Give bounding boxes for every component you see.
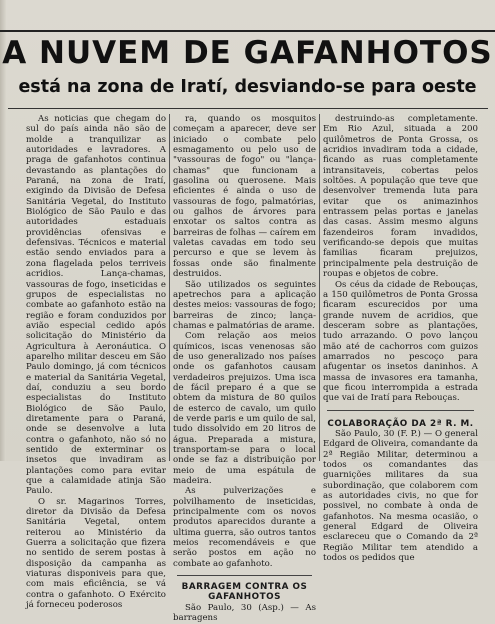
- section-heading: COLABORAÇÃO DA 2ª R. M.: [327, 418, 474, 429]
- top-rule: [0, 30, 495, 32]
- paragraph: São Paulo, 30 (Asp.) — As barragens: [173, 602, 316, 624]
- paragraph: São utilizados os seguintes apetrechos para a aplicação destes meios: vassouras de fogo; barreiras de zinco; lança-chamas e palmatórias de arame.: [173, 279, 316, 331]
- paragraph: Com relação aos meios químicos, iscas venenosas são de uso generalizado nos países onde os gafanhotos causam verdadeiros prejuizos. Uma isca de fácil preparo é a que se obtem da mistura de 80 quilos de esterco de cavalo, um quilo de verde paris e um quilo de sal, tudo dissolvido em 20 litros de água. Preparada a mistura, transportam-se para o local onde se faz a distribuição por meio de uma espátula de madeira.: [173, 331, 316, 487]
- paragraph: As pulverizações e polvilhamento de inseticidas, principalmente com os novos produtos aparecidos durante a ultima guerra, são outros tantos meios recomendáveis e que serão postos em ação no combate ao gafanhoto.: [173, 486, 316, 569]
- paragraph: As noticias que chegam do sul do país ainda não são de molde a tranquilizar as autoridades e lavradores. A praga de gafanhotos continua devastando as plantações do Paraná, na zona de Iratí, exigindo da Divisão de Defesa Sanitária Vegetal, do Instituto Biológico de São Paulo e das autoridades estaduais providências ofensivas e defensivas. Técnicos e material estão sendo enviados para a zona flagelada pelos terriveis acridios. Lança-chamas, vassouras de fogo, inseticidas e grupos de especialistas no combate ao gafanhoto estão na região e foram conduzidos por avião especial cedido após solicitação do Ministério da Agricultura à Aeronáutica. O aparelho militar desceu em São Paulo domingo, já com técnicos e material da Sanitária Vegetal, daí, conduziu a seu bordo especialistas do Instituto Biológico de São Paulo, diretamente para o Paraná, onde se desenvolve a luta contra o gafanhoto, não só no sentido de exterminar os insetos que invadiram as plantações como para evitar que a calamidade atinja São Paulo.: [26, 114, 166, 497]
- paragraph: ra, quando os mosquitos começam a aparecer, deve ser iniciado o combate pelo esmagamento ou pelo uso de "vassouras de fogo" ou "lança-chamas" que funcionam a gasolina ou querosene. Mais eficientes é ainda o uso de vassouras de fogo, palmatórias, ou galhos de árvores para enxotar os saltos contra as barreiras de folhas — caírem em valetas cavadas em todo seu percurso e que se levem às fossas onde são finalmente destruidos.: [173, 114, 316, 280]
- section-heading: BARRAGEM CONTRA OS GAFANHOTOS: [181, 582, 308, 603]
- paragraph: destruindo-as completamente. Em Rio Azul, situada a 200 quilômetros de Ponta Grossa, os acridios invadiram toda a cidade, ficando as ruas completamente intransitaveis, cobertas pelos soltões. A população que teve que desenvolver tremenda luta para evitar que os animazinhos entrassem pelas portas e janelas das casas. Assim mesmo alguns fazendeiros foram invadidos, verificando-se depois que muitas familias ficaram prejuizos, principalmente pela destruição de roupas e objetos de cobre.: [323, 114, 478, 280]
- paragraph: São Paulo, 30 (F. P.) — O general Edgard de Oliveira, comandante da 2ª Região Militar, determinou a todos os comandantes das guarnições militares da sua subordinação, que colaborem com as autoridades civis, no que for possivel, no combate à onda de gafanhotos. Na mesma ocasião, o general Edgard de Oliveira esclareceu que o Comando da 2ª Região Militar tem atendido a todos os pedidos que: [323, 428, 478, 564]
- paragraph: O sr. Magarinos Torres, diretor da Divisão da Defesa Sanitária Vegetal, ontem reiterou ao Ministério da Guerra a solicitação que fizera no sentido de serem postas à disposição da campanha as viaturas disponiveis para que, com mais eficiência, se vá contra o gafanhoto. O Exército já forneceu poderosos: [26, 496, 166, 611]
- column-2: [173, 114, 316, 624]
- section-rule: [327, 410, 474, 411]
- paragraph: Os céus da cidade de Rebouças, a 150 quilômetros de Ponta Grossa ficaram escurecidos por uma grande nuvem de acridios, que desceram sobre as plantações, tudo arrazando. O povo lançou mão até de cachorros com guizos amarrados no pescoço para afugentar os insetos daninhos. A massa de invasores era tamanha, que ficou interrompida a estrada que vai de Iratí para Rebouças.: [323, 279, 478, 404]
- section-rule: [177, 575, 312, 576]
- headline: A NUVEM DE GAFANHOTOS: [2, 35, 493, 71]
- subheadline: está na zona de Iratí, desviando-se para oeste: [18, 77, 477, 97]
- column-3: [323, 114, 478, 564]
- column-divider: [319, 114, 320, 461]
- column-1: [26, 114, 166, 611]
- column-divider: [169, 114, 170, 461]
- headline-rule: [8, 108, 488, 109]
